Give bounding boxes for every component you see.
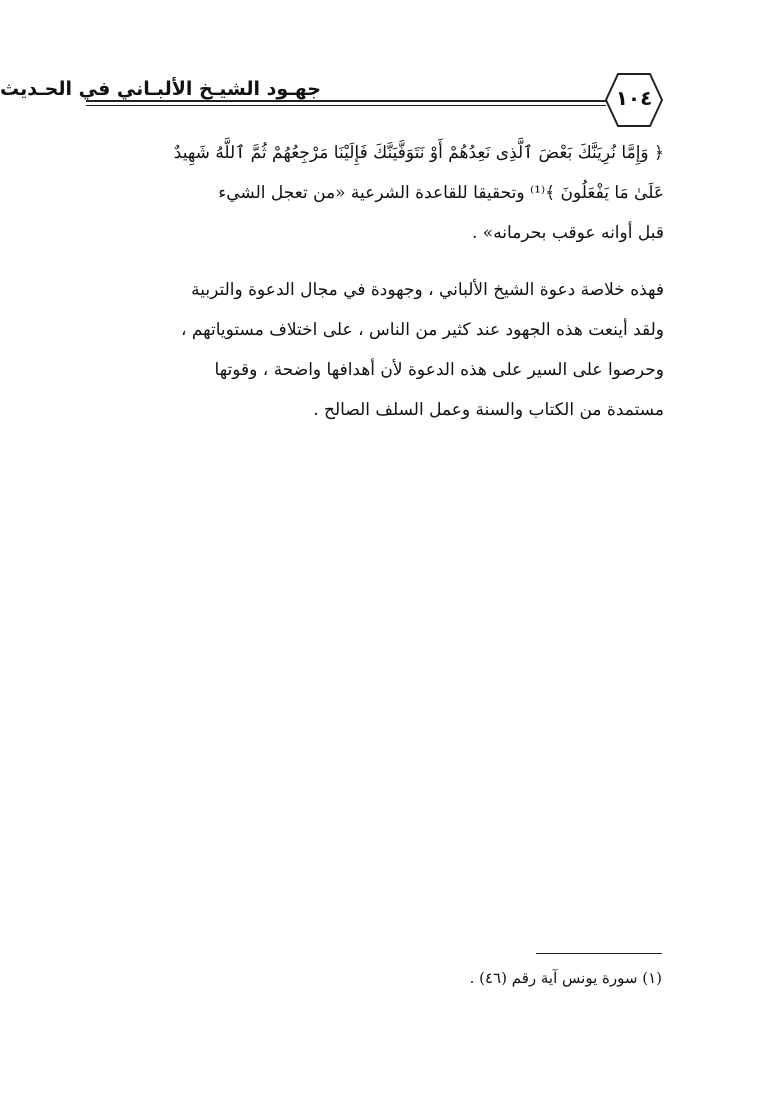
verse-line: ﴿ وَإِمَّا نُرِيَنَّكَ بَعْضَ ٱلَّذِى نَعِدُهُمْ أَوْ نَتَوَفَّيَنَّكَ فَإِلَيْنَا مَرْجِعُهُمْ ثُمَّ ٱللَّهُ شَهِيدٌ bbox=[173, 143, 664, 163]
header-rule bbox=[86, 100, 606, 102]
page-number: ١٠٤ bbox=[615, 86, 653, 110]
verse-block bbox=[92, 133, 664, 253]
body-paragraph bbox=[92, 270, 664, 430]
footnote: (١) سورة يونس آية رقم (٤٦) . bbox=[469, 969, 662, 987]
paragraph-line: مستمدة من الكتاب والسنة وعمل السلف الصالح . bbox=[313, 400, 664, 420]
footnote-separator bbox=[536, 953, 662, 954]
paragraph-line: فهذه خلاصة دعوة الشيخ الألباني ، وجهودة في مجال الدعوة والتربية bbox=[191, 280, 664, 300]
verse-line: عَلَىٰ مَا يَفْعَلُونَ ﴾⁽¹⁾ وتحقيقا للقاعدة الشرعية «من تعجل الشيء bbox=[218, 183, 664, 203]
header-rule-thin bbox=[86, 105, 606, 106]
paragraph-line: وحرصوا على السير على هذه الدعوة لأن أهدافها واضحة ، وقوتها bbox=[214, 360, 664, 380]
paragraph-line: ولقد أينعت هذه الجهود عند كثير من الناس ، على اختلاف مستوياتهم ، bbox=[180, 320, 664, 340]
page-number-badge bbox=[604, 72, 664, 128]
running-header bbox=[0, 72, 656, 128]
verse-line: قبل أوانه عوقب بحرمانه» . bbox=[471, 223, 664, 243]
header-title: جهـود الشيـخ الألبـاني في الحـديث bbox=[0, 78, 321, 100]
